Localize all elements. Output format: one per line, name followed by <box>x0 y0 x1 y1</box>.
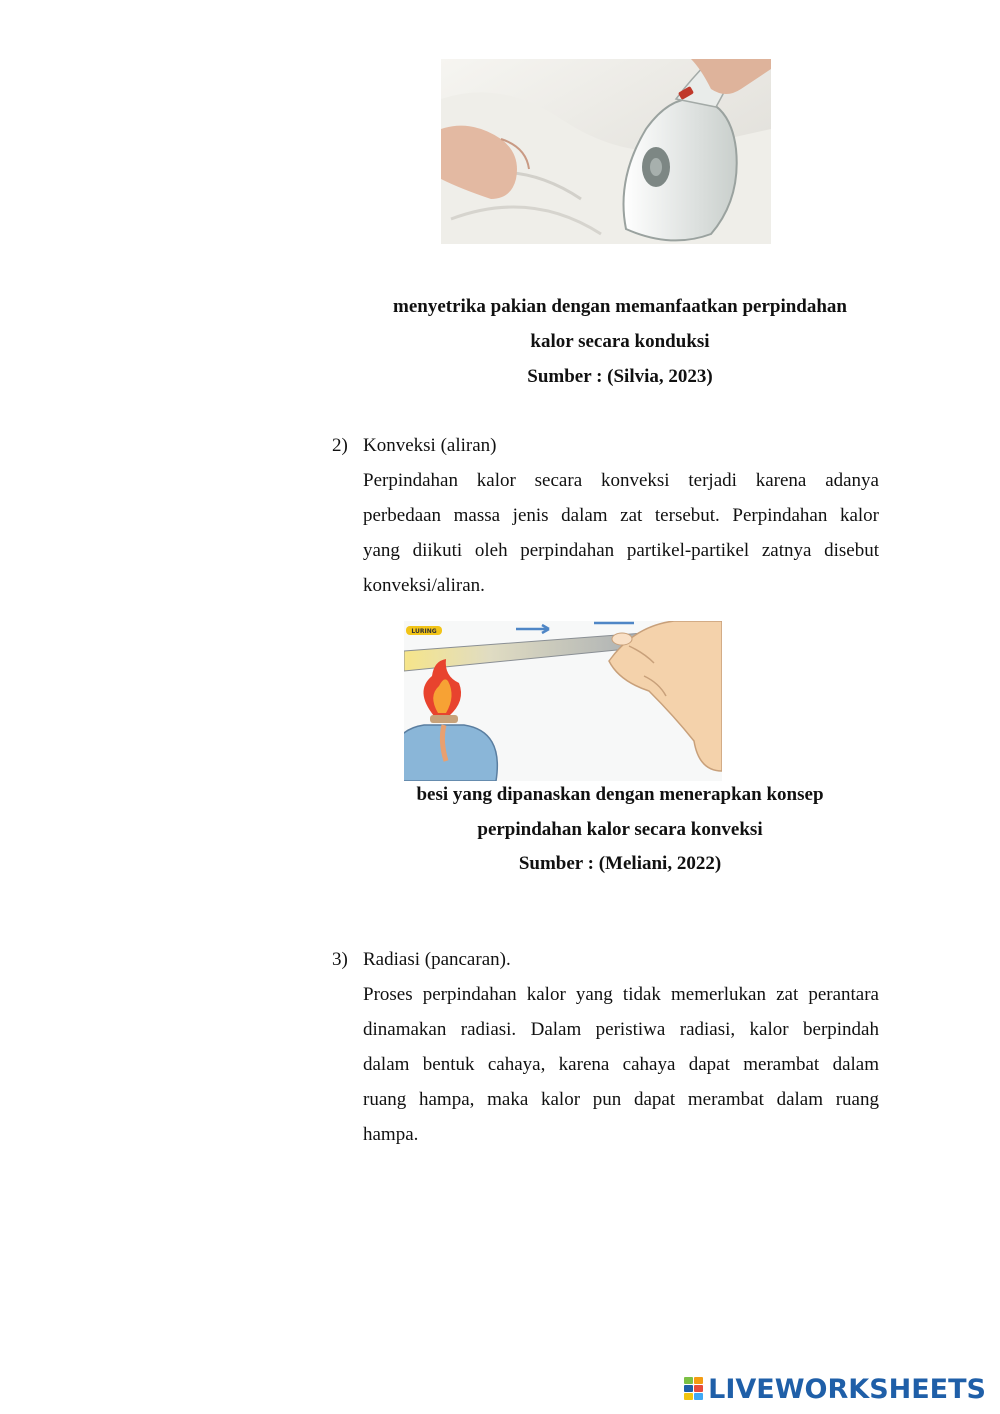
liveworksheets-brand: LIVEWORKSHEETS <box>708 1373 986 1405</box>
figure1-source: Sumber : (Silvia, 2023) <box>527 366 713 387</box>
luring-tag-label: LURING <box>411 628 437 635</box>
item3-line: Proses perpindahan kalor yang tidak memerlukan zat perantara <box>363 984 879 1005</box>
item3-line: ruang hampa, maka kalor pun dapat merambat dalam ruang <box>363 1089 879 1110</box>
figure1-caption-line2: kalor secara konduksi <box>530 331 710 352</box>
heated-rod-drawing <box>404 621 722 781</box>
item3-line: hampa. <box>363 1124 419 1145</box>
item2-paragraph <box>363 463 879 603</box>
figure2-caption-line2: perpindahan kalor secara konveksi <box>477 819 763 840</box>
item3-line: dalam bentuk cahaya, karena cahaya dapat merambat dalam <box>363 1054 879 1075</box>
item3-paragraph <box>363 977 879 1152</box>
item2-title: Konveksi (aliran) <box>363 435 497 456</box>
item2-number: 2) <box>332 435 348 456</box>
item3-number: 3) <box>332 949 348 970</box>
figure2-source: Sumber : (Meliani, 2022) <box>518 853 722 874</box>
liveworksheets-logo[interactable] <box>684 1372 986 1406</box>
item3-title: Radiasi (pancaran). <box>363 949 511 970</box>
item2-line: yang diikuti oleh perpindahan partikel-partikel zatnya disebut <box>363 540 879 561</box>
item3-line: dinamakan radiasi. Dalam peristiwa radiasi, kalor berpindah <box>363 1019 879 1040</box>
iron-photo-illustration <box>441 59 771 244</box>
item2-line: konveksi/aliran. <box>363 575 485 596</box>
liveworksheets-icon <box>684 1377 704 1401</box>
figure1-caption-line1: menyetrika pakian dengan memanfaatkan perpindahan <box>393 296 847 317</box>
figure2-caption-line1: besi yang dipanaskan dengan menerapkan konsep <box>416 784 824 805</box>
item2-line: perbedaan massa jenis dalam zat tersebut. Perpindahan kalor <box>363 505 879 526</box>
iron-photo <box>441 59 771 244</box>
heated-rod-illustration <box>404 621 722 781</box>
item2-line: Perpindahan kalor secara konveksi terjadi karena adanya <box>363 470 879 491</box>
